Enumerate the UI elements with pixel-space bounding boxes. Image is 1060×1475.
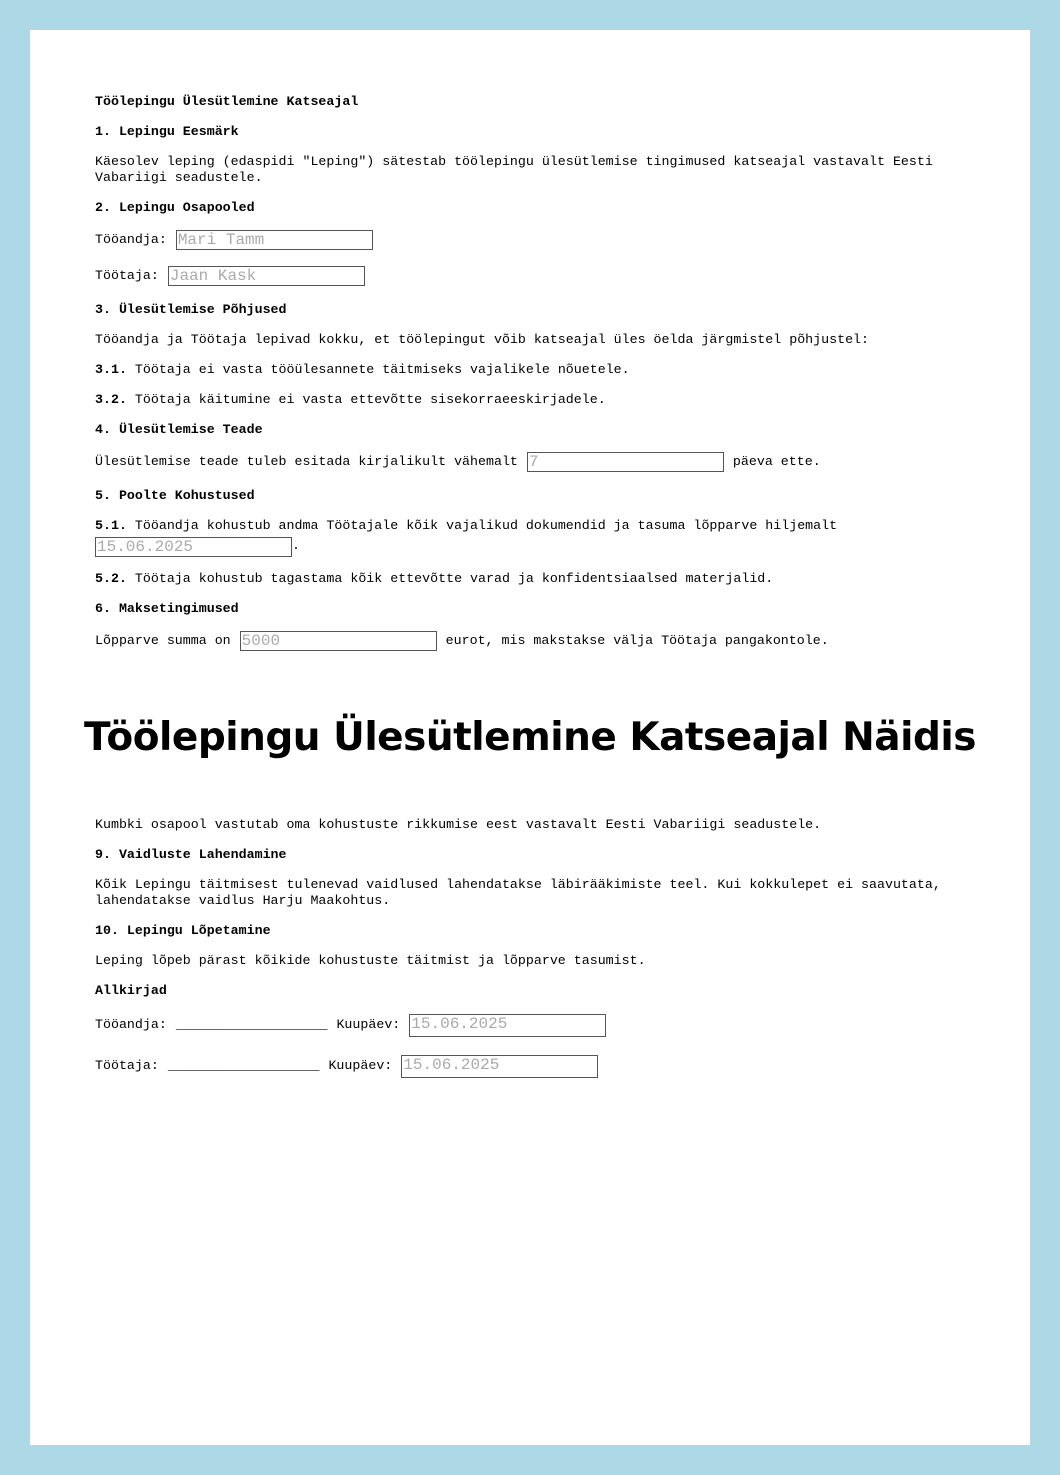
section-5-item-2-text: Töötaja kohustub tagastama kõik ettevõtte varad ja konfidentsiaalsed materjalid. bbox=[134, 571, 774, 586]
section-5-heading: 5. Poolte Kohustused bbox=[95, 488, 255, 503]
payment-row bbox=[95, 631, 965, 651]
document-top-section bbox=[30, 30, 1030, 663]
employee-signature-label: Töötaja: bbox=[95, 1058, 159, 1073]
employee-label: Töötaja: bbox=[95, 268, 159, 283]
notice-row bbox=[95, 452, 965, 472]
employee-signature-line[interactable]: ___________________ bbox=[167, 1058, 320, 1073]
employee-date-label: Kuupäev: bbox=[328, 1058, 393, 1073]
section-9-text: Kõik Lepingu täitmisest tulenevad vaidlused lahendatakse läbirääkimiste teel. Kui kokkulepet ei saavutata, lahendatakse vaidlus Harju Maakohtus. bbox=[95, 877, 941, 908]
final-payment-date-field[interactable]: 15.06.2025 bbox=[95, 537, 292, 557]
employer-label: Tööandja: bbox=[95, 232, 167, 247]
section-5-item-1 bbox=[95, 518, 965, 557]
section-3-heading: 3. Ülesütlemise Põhjused bbox=[95, 302, 287, 317]
section-10-text: Leping lõpeb pärast kõikide kohustuste täitmist ja lõpparve tasumist. bbox=[95, 953, 646, 968]
section-6-heading: 6. Maksetingimused bbox=[95, 601, 239, 616]
payment-text-after: eurot, mis makstakse välja Töötaja pangakontole. bbox=[445, 633, 829, 648]
employer-signature-row bbox=[95, 1013, 975, 1037]
section-5-item-2 bbox=[95, 571, 965, 587]
signatures-heading: Allkirjad bbox=[95, 983, 167, 998]
section-1-heading: 1. Lepingu Eesmärk bbox=[95, 124, 239, 139]
section-3-item-1-number: 3.1. bbox=[95, 362, 127, 377]
employee-date-field[interactable]: 15.06.2025 bbox=[401, 1055, 598, 1078]
employer-name-field[interactable]: Mari Tamm bbox=[176, 230, 373, 250]
section-5-item-1-number: 5.1. bbox=[95, 518, 127, 533]
section-2-heading: 2. Lepingu Osapooled bbox=[95, 200, 255, 215]
employer-signature-line[interactable]: ___________________ bbox=[175, 1017, 328, 1032]
section-3-item-1 bbox=[95, 362, 965, 378]
section-5-item-1-end: . bbox=[292, 538, 300, 554]
document-page bbox=[30, 30, 1030, 1445]
notice-text-before: Ülesütlemise teade tuleb esitada kirjalikult vähemalt bbox=[95, 454, 518, 469]
section-3-item-2-text: Töötaja käitumine ei vasta ettevõtte sisekorraeeskirjadele. bbox=[134, 392, 606, 407]
section-8-text: Kumbki osapool vastutab oma kohustuste rikkumise eest vastavalt Eesti Vabariigi seadustele. bbox=[95, 817, 822, 832]
notice-text-after: päeva ette. bbox=[732, 454, 821, 469]
section-1-text: Käesolev leping (edaspidi "Leping") sätestab töölepingu ülesütlemise tingimused katseajal vastavalt Eesti Vabariigi seadustele. bbox=[95, 154, 933, 185]
employer-signature-label: Tööandja: bbox=[95, 1017, 167, 1032]
section-5-item-1-text: Tööandja kohustub andma Töötajale kõik vajalikud dokumendid ja tasuma lõpparve hiljemalt bbox=[134, 518, 838, 533]
banner-title: Töölepingu Ülesütlemine Katseajal Näidis bbox=[83, 714, 976, 760]
section-5-item-2-number: 5.2. bbox=[95, 571, 127, 586]
section-10-heading: 10. Lepingu Lõpetamine bbox=[95, 923, 271, 938]
section-9-heading: 9. Vaidluste Lahendamine bbox=[95, 847, 287, 862]
section-3-item-2-number: 3.2. bbox=[95, 392, 127, 407]
payment-amount-field[interactable]: 5000 bbox=[240, 631, 437, 651]
title-banner bbox=[30, 663, 1030, 811]
section-3-item-1-text: Töötaja ei vasta tööülesannete täitmiseks vajalikele nõuetele. bbox=[134, 362, 630, 377]
employee-name-field[interactable]: Jaan Kask bbox=[168, 266, 365, 286]
document-body bbox=[95, 94, 965, 663]
notice-days-field[interactable]: 7 bbox=[527, 452, 724, 472]
payment-text-before: Lõpparve summa on bbox=[95, 633, 231, 648]
section-3-item-2 bbox=[95, 392, 965, 408]
employer-date-label: Kuupäev: bbox=[336, 1017, 401, 1032]
employee-signature-row bbox=[95, 1054, 975, 1078]
document-title: Töölepingu Ülesütlemine Katseajal bbox=[95, 94, 359, 109]
employee-row bbox=[95, 266, 965, 286]
document-bottom-section bbox=[95, 817, 975, 1095]
employer-row bbox=[95, 230, 965, 250]
employer-date-field[interactable]: 15.06.2025 bbox=[409, 1014, 606, 1037]
section-4-heading: 4. Ülesütlemise Teade bbox=[95, 422, 263, 437]
section-3-text: Tööandja ja Töötaja lepivad kokku, et töölepingut võib katseajal üles öelda järgmistel põhjustel: bbox=[95, 332, 870, 347]
